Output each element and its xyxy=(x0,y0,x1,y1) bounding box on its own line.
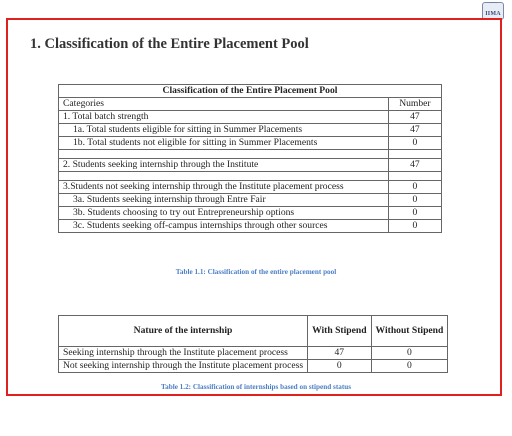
row-label: 3a. Students seeking internship through Entre Fair xyxy=(59,194,389,207)
table-row xyxy=(59,137,442,150)
row-value: 47 xyxy=(388,159,441,172)
table-row xyxy=(59,124,442,137)
table-row xyxy=(59,347,448,360)
table-row xyxy=(59,207,442,220)
header-with-stipend: With Stipend xyxy=(308,316,371,347)
table-row xyxy=(59,159,442,172)
row-label: 3c. Students seeking off-campus internships through other sources xyxy=(59,220,389,233)
row-label: Seeking internship through the Institute placement process xyxy=(59,347,308,360)
row-value: 0 xyxy=(388,220,441,233)
row-value: 47 xyxy=(388,111,441,124)
table-row xyxy=(59,194,442,207)
spacer-cell xyxy=(388,150,441,159)
table-row xyxy=(59,220,442,233)
row-label: 1b. Total students not eligible for sitting in Summer Placements xyxy=(59,137,389,150)
row-with-stipend: 0 xyxy=(308,360,371,373)
table-row xyxy=(59,181,442,194)
spacer-cell xyxy=(59,172,389,181)
placement-pool-table xyxy=(58,84,442,233)
header-number: Number xyxy=(388,98,441,111)
row-with-stipend: 47 xyxy=(308,347,371,360)
table-title: Classification of the Entire Placement Pool xyxy=(59,85,442,98)
spacer-cell xyxy=(59,150,389,159)
row-label: 2. Students seeking internship through the Institute xyxy=(59,159,389,172)
header-without-stipend: Without Stipend xyxy=(371,316,448,347)
header-nature: Nature of the internship xyxy=(59,316,308,347)
logo-emblem-icon: ⌒ xyxy=(489,2,497,10)
row-without-stipend: 0 xyxy=(371,360,448,373)
table1-caption: Table 1.1: Classification of the entire placement pool xyxy=(175,268,337,276)
table2-caption: Table 1.2: Classification of internships based on stipend status xyxy=(160,383,352,391)
row-value: 47 xyxy=(388,124,441,137)
row-label: 3.Students not seeking internship through the Institute placement process xyxy=(59,181,389,194)
row-label: 1. Total batch strength xyxy=(59,111,389,124)
row-label: Not seeking internship through the Institute placement process xyxy=(59,360,308,373)
logo-text: IIMA xyxy=(485,11,501,17)
table-spacer-row xyxy=(59,150,442,159)
table-header-row xyxy=(59,98,442,111)
row-label: 3b. Students choosing to try out Entrepreneurship options xyxy=(59,207,389,220)
table-title-row xyxy=(59,85,442,98)
section-heading: 1. Classification of the Entire Placement Pool xyxy=(30,36,309,52)
row-value: 0 xyxy=(388,181,441,194)
row-value: 0 xyxy=(388,137,441,150)
header-categories: Categories xyxy=(59,98,389,111)
row-label: 1a. Total students eligible for sitting in Summer Placements xyxy=(59,124,389,137)
spacer-cell xyxy=(388,172,441,181)
table-header-row xyxy=(59,316,448,347)
row-value: 0 xyxy=(388,194,441,207)
row-value: 0 xyxy=(388,207,441,220)
table-row xyxy=(59,111,442,124)
internship-stipend-table xyxy=(58,315,448,373)
table-row xyxy=(59,360,448,373)
row-without-stipend: 0 xyxy=(371,347,448,360)
table-spacer-row xyxy=(59,172,442,181)
